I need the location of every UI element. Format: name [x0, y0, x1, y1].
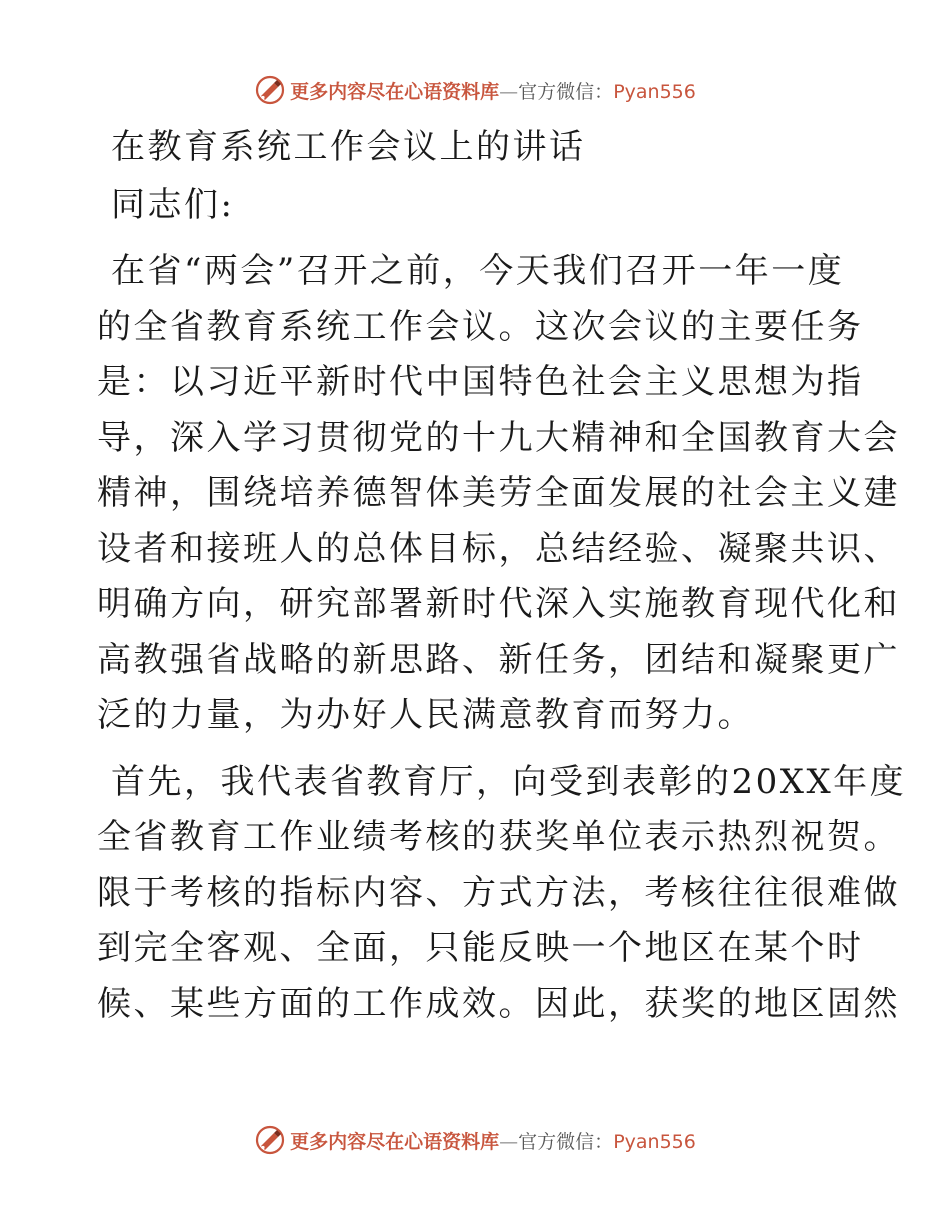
greeting: 同志们: — [111, 184, 235, 225]
paragraph-1 — [97, 244, 900, 744]
document-body — [97, 120, 907, 1043]
banner-text: 更多内容尽在心语资料库—官方微信：Pyan556 — [290, 80, 696, 103]
document-title: 在教育系统工作会议上的讲话 — [111, 127, 586, 167]
paragraph-line: 在省“两会”召开之前，今天我们召开一年一度 — [111, 251, 845, 291]
banner-text: 更多内容尽在心语资料库—官方微信：Pyan556 — [290, 1130, 696, 1153]
paragraph-line: 首先，我代表省教育厅，向受到表彰的20XX年度 — [111, 761, 907, 802]
paragraph-line: 导，深入学习贯彻党的十九大精神和全国教育大会 — [97, 417, 900, 458]
pen-circle-logo-icon — [254, 1124, 286, 1156]
paragraph-2 — [97, 755, 907, 1033]
paragraph-line: 候、某些方面的工作成效。因此，获奖的地区固然 — [97, 983, 900, 1024]
paragraph-line: 明确方向，研究部署新时代深入实施教育现代化和 — [97, 584, 900, 624]
paragraph-line: 泛的力量，为办好人民满意教育而努力。 — [97, 695, 754, 735]
header-watermark-banner — [0, 70, 950, 110]
footer-watermark-banner — [0, 1120, 950, 1160]
paragraph-line: 到完全客观、全面，只能反映一个地区在某个时 — [97, 928, 864, 968]
paragraph-line: 精神，围绕培养德智体美劳全面发展的社会主义建 — [97, 473, 900, 513]
paragraph-line: 设者和接班人的总体目标，总结经验、凝聚共识、 — [97, 528, 900, 569]
paragraph-line: 高教强省战略的新思路、新任务，团结和凝聚更广 — [97, 639, 900, 680]
paragraph-line: 全省教育工作业绩考核的获奖单位表示热烈祝贺。 — [97, 817, 900, 857]
pen-circle-logo-icon — [254, 74, 286, 106]
paragraph-line: 限于考核的指标内容、方式方法，考核往往很难做 — [97, 872, 900, 913]
paragraph-line: 的全省教育系统工作会议。这次会议的主要任务 — [97, 306, 864, 347]
paragraph-line: 是：以习近平新时代中国特色社会主义思想为指 — [97, 362, 864, 402]
